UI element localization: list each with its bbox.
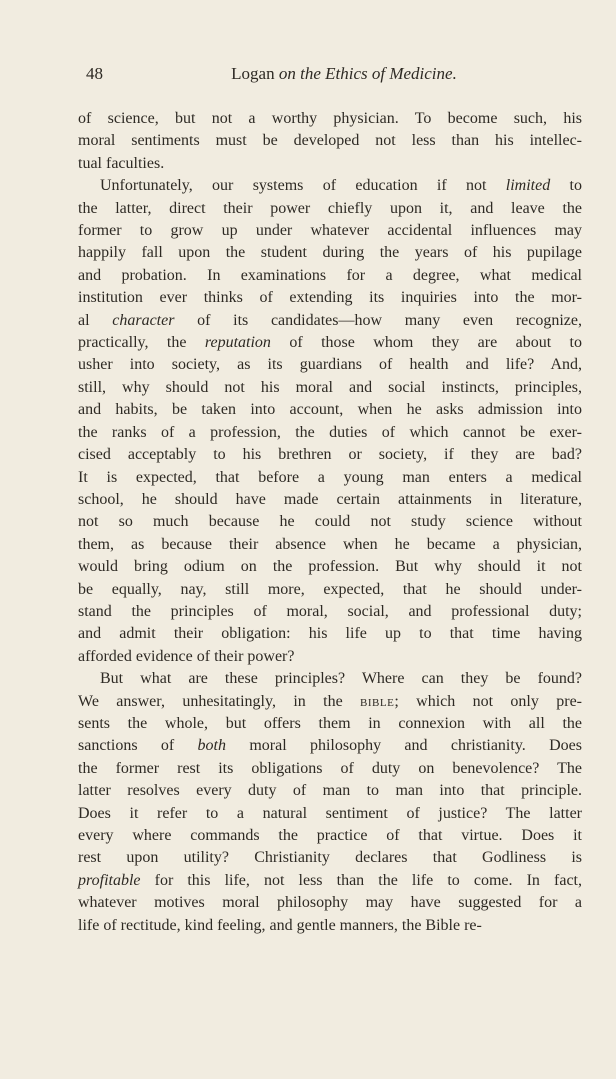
text-line: institution ever thinks of extending its inquiries into the mor- <box>78 289 582 307</box>
italic-text: character <box>112 311 175 329</box>
text-line: moral sentiments must be developed not less than his intellec- <box>78 132 582 150</box>
italic-text: reputation <box>204 334 271 352</box>
text-line: sanctions of both moral philosophy and christianity. Does <box>78 737 582 755</box>
text-line: of science, but not a worthy physician. To become such, his <box>78 110 582 127</box>
running-header <box>86 62 582 86</box>
body-text <box>78 108 582 937</box>
text-line: profitable for this life, not less than the life to come. In fact, <box>78 871 582 889</box>
text-line: and probation. In examinations for a degree, what medical <box>78 266 582 284</box>
text-line: latter resolves every duty of man to man into that principle. <box>78 782 582 800</box>
text-line: rest upon utility? Christianity declares that Godliness is <box>78 849 582 867</box>
paragraph <box>78 108 582 175</box>
text-line: But what are these principles? Where can they be found? <box>100 670 582 688</box>
text-line: whatever motives moral philosophy may have suggested for a <box>78 894 582 912</box>
text-line: It is expected, that before a young man enters a medical <box>78 468 582 486</box>
italic-text: profitable <box>78 871 141 889</box>
italic-text: limited <box>505 177 551 195</box>
text-line: be equally, nay, still more, expected, that he should under- <box>78 580 582 598</box>
text-line: every where commands the practice of that virtue. Does it <box>78 827 582 844</box>
italic-text: both <box>197 737 226 755</box>
text-line: stand the principles of moral, social, and professional duty; <box>78 602 582 620</box>
text-line: would bring odium on the profession. But why should it not <box>78 558 582 576</box>
text-line: and habits, be taken into account, when he asks admission into <box>78 401 582 419</box>
text-line: sents the whole, but offers them in connexion with all the <box>78 714 582 732</box>
text-line: Does it refer to a natural sentiment of justice? The latter <box>78 804 582 822</box>
text-line: Unfortunately, our systems of education if not limited to <box>100 177 582 195</box>
text-line: school, he should have made certain attainments in literature, <box>78 490 582 508</box>
text-line: not so much because he could not study science without <box>78 513 582 531</box>
text-line: We answer, unhesitatingly, in the bible; which not only pre- <box>78 692 582 710</box>
text-line: life of rectitude, kind feeling, and gentle manners, the Bible re- <box>78 916 482 934</box>
text-line: the former rest its obligations of duty on benevolence? The <box>78 759 582 777</box>
text-line: cised acceptably to his brethren or society, if they are bad? <box>78 446 582 464</box>
small-caps-text: bible <box>360 692 395 710</box>
text-line: still, why should not his moral and social instincts, principles, <box>78 378 582 396</box>
paragraph <box>78 668 582 937</box>
text-line: former to grow up under whatever accidental influences may <box>78 222 582 240</box>
text-line: the latter, direct their power chiefly upon it, and leave the <box>78 199 582 217</box>
text-line: al character of its candidates—how many even recognize, <box>78 311 583 329</box>
text-line: happily fall upon the student during the years of his pupilage <box>78 244 582 262</box>
page-number: 48 <box>86 64 103 83</box>
text-line: them, as because their absence when he became a physician, <box>78 535 582 553</box>
text-line: and admit their obligation: his life up to that time having <box>78 625 582 643</box>
text-line: afforded evidence of their power? <box>78 647 295 665</box>
running-author: Logan <box>231 64 275 83</box>
running-title-italic: on the Ethics of Medicine. <box>278 64 457 83</box>
text-line: practically, the reputation of those whom they are about to <box>78 334 583 352</box>
running-title <box>86 62 582 86</box>
text-line: usher into society, as its guardians of health and life? And, <box>78 356 582 374</box>
text-line: tual faculties. <box>78 154 165 172</box>
text-line: the ranks of a profession, the duties of which cannot be exer- <box>78 423 582 441</box>
paragraph <box>78 175 582 668</box>
